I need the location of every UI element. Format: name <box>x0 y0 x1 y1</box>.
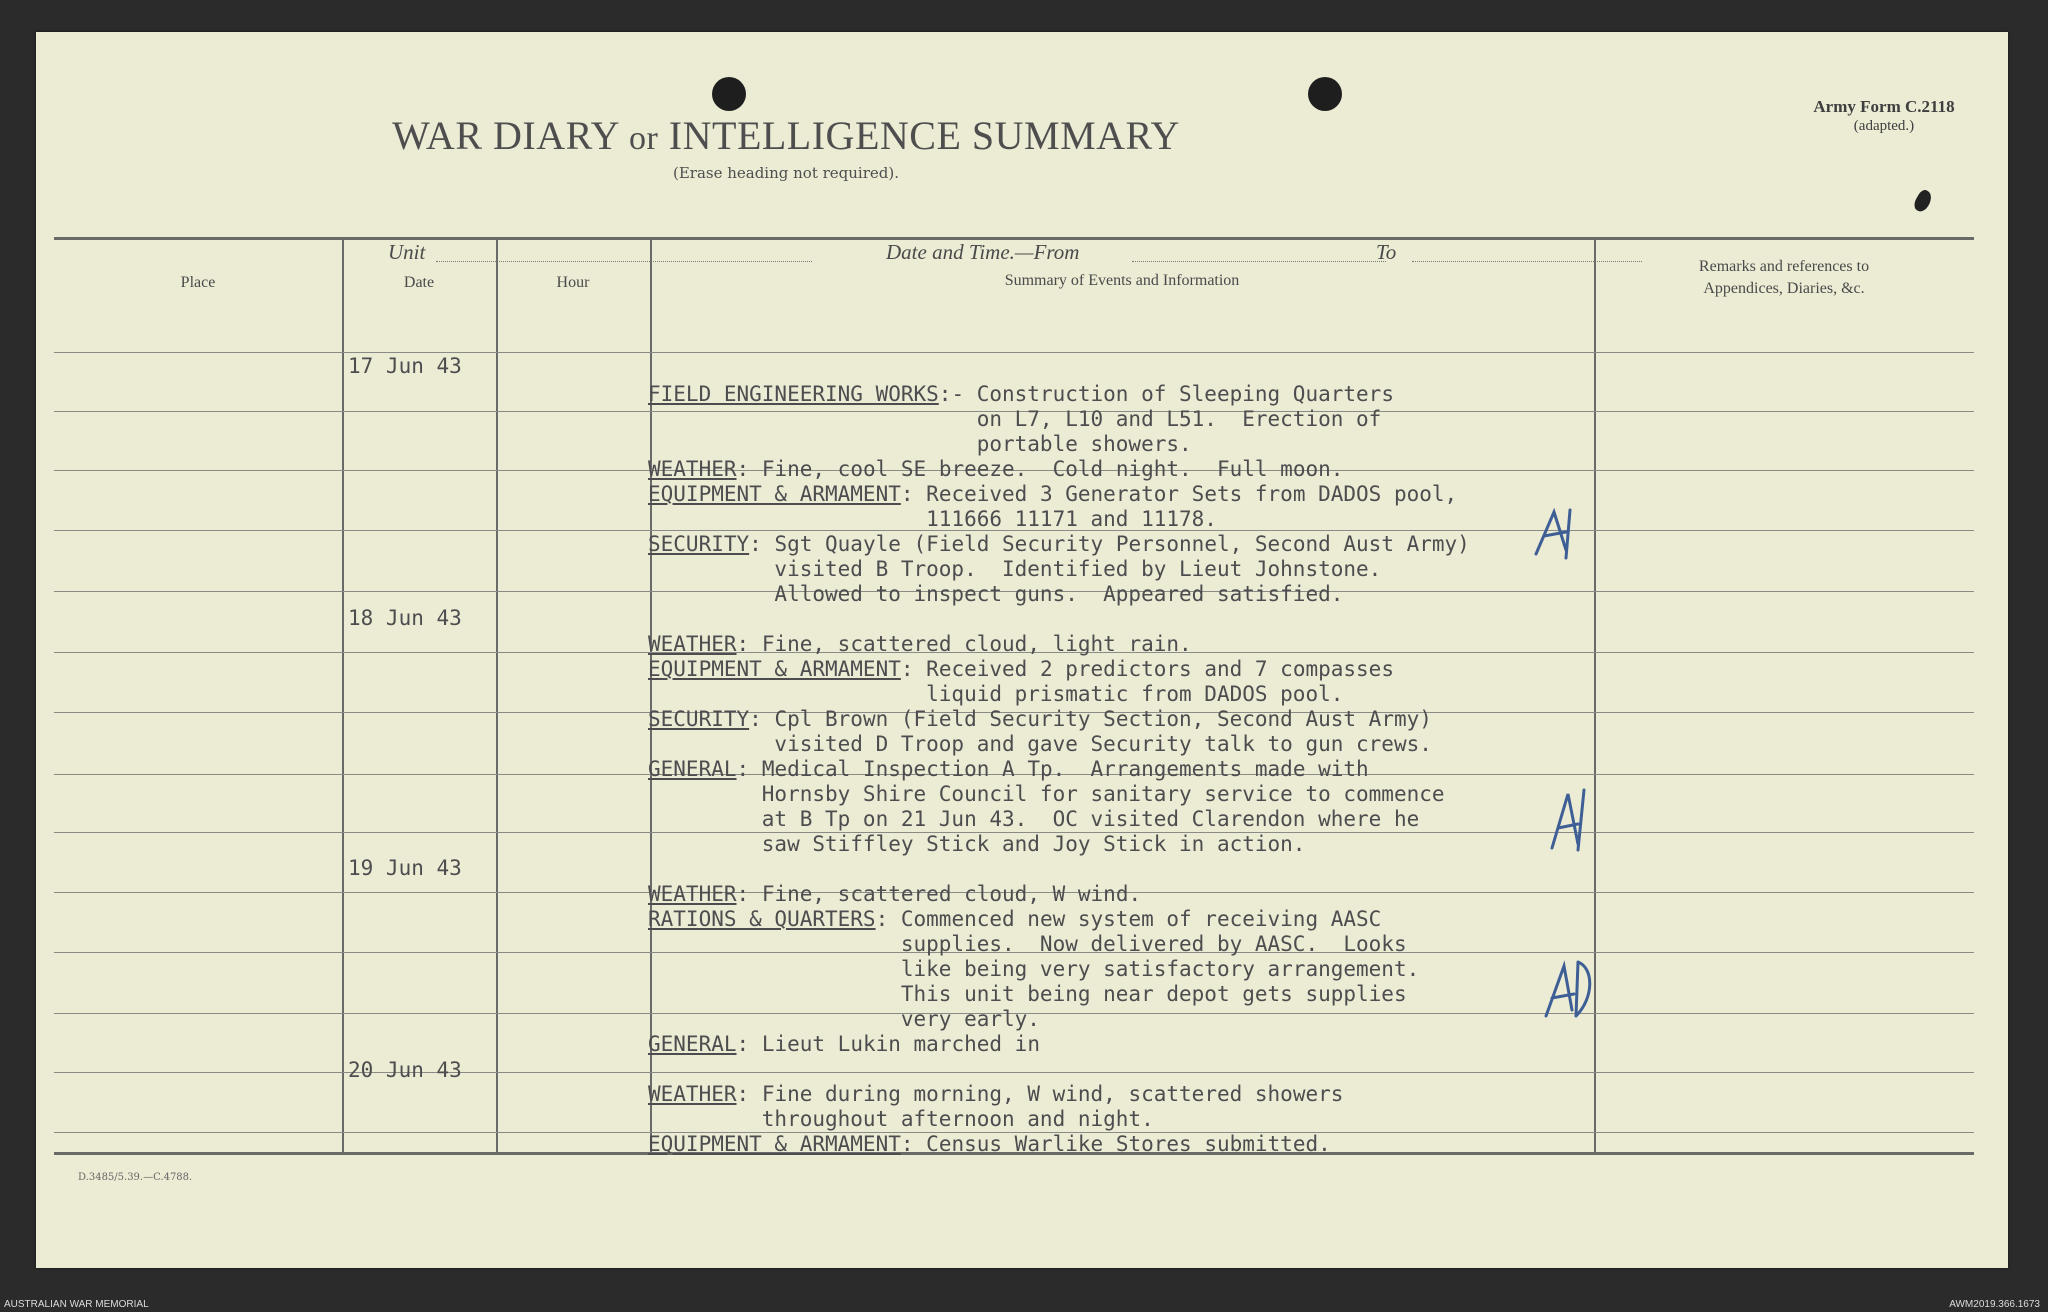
entry-heading: EQUIPMENT & ARMAMENT <box>648 657 901 681</box>
entry-text-line: Medical Inspection A Tp. Arrangements made with <box>761 757 1369 781</box>
summary-entry <box>648 657 1394 707</box>
unit-label: Unit <box>388 240 426 264</box>
entry-text-line: like being very satisfactory arrangement. <box>900 957 1420 981</box>
summary-entry <box>648 632 1192 657</box>
initials-mark-1 <box>1526 502 1586 562</box>
row-rule <box>54 1072 1974 1073</box>
archive-reference: AWM2019.366.1673 <box>1949 1299 2040 1310</box>
entry-heading: FIELD ENGINEERING WORKS <box>648 382 939 406</box>
entry-separator: : <box>736 457 762 481</box>
col-header-remarks-1: Remarks and references to <box>1698 258 1870 275</box>
summary-entry <box>648 457 1343 482</box>
entry-heading: SECURITY <box>648 707 750 731</box>
entry-text-line: portable showers. <box>976 432 1192 456</box>
entry-text-line: Fine during morning, W wind, scattered showers <box>761 1082 1344 1106</box>
entry-text-line: Commenced new system of receiving AASC <box>900 907 1382 931</box>
date-time-from-label: Date and Time.—From <box>886 240 1080 264</box>
archive-credit: AUSTRALIAN WAR MEMORIAL <box>4 1299 149 1310</box>
entry-text-line: Census Warlike Stores submitted. <box>926 1132 1331 1156</box>
army-form-number: Army Form C.2118 <box>1813 97 1955 116</box>
initials-mark-3 <box>1540 954 1596 1024</box>
date-to-label: To <box>1376 240 1397 264</box>
entry-separator: : <box>749 532 775 556</box>
summary-entry <box>648 907 1419 1032</box>
entry-text-line: Received 2 predictors and 7 compasses <box>926 657 1394 681</box>
ink-mark <box>1911 188 1934 214</box>
entry-text-line: supplies. Now delivered by AASC. Looks <box>900 932 1407 956</box>
date-18-jun: 18 Jun 43 <box>348 606 462 630</box>
col-header-remarks-2: Appendices, Diaries, &c. <box>1703 280 1865 297</box>
entry-separator: : <box>736 1032 762 1056</box>
initials-mark-2 <box>1544 784 1594 854</box>
entry-text-line: on L7, L10 and L51. Erection of <box>976 407 1382 431</box>
entry-separator: : <box>736 882 762 906</box>
col-header-place: Place <box>180 274 216 291</box>
entry-heading: EQUIPMENT & ARMAMENT <box>648 482 901 506</box>
title-intelligence-summary: INTELLIGENCE SUMMARY <box>668 113 1180 158</box>
entry-separator: : <box>900 657 927 681</box>
entry-separator: : <box>749 707 775 731</box>
entry-text-line: 111666 11171 and 11178. <box>926 507 1217 531</box>
entry-text-line: very early. <box>900 1007 1040 1031</box>
date-20-jun: 20 Jun 43 <box>348 1058 462 1082</box>
summary-entry <box>648 532 1470 607</box>
entry-heading: WEATHER <box>648 632 737 656</box>
summary-entry <box>648 1082 1343 1132</box>
entry-text-line: liquid prismatic from DADOS pool. <box>926 682 1344 706</box>
col-divider-place <box>342 239 344 1154</box>
entry-separator: : <box>875 907 901 931</box>
summary-entry <box>648 1132 1331 1157</box>
entry-separator: : <box>736 1082 762 1106</box>
entry-heading: SECURITY <box>648 532 750 556</box>
title-or: or <box>628 120 659 157</box>
entry-separator: : <box>900 1132 927 1156</box>
entry-separator: :- <box>938 382 977 406</box>
entry-text-line: throughout afternoon and night. <box>761 1107 1154 1131</box>
entry-text-line: saw Stiffley Stick and Joy Stick in action. <box>761 832 1306 856</box>
entry-separator: : <box>736 632 762 656</box>
print-code: D.3485/5.39.—C.4788. <box>78 1172 193 1183</box>
entry-text-line: Construction of Sleeping Quarters <box>976 382 1394 406</box>
title-war-diary: WAR DIARY <box>392 113 619 158</box>
col-header-date: Date <box>403 274 435 291</box>
entry-text-line: Fine, cool SE breeze. Cold night. Full moon. <box>761 457 1344 481</box>
entry-heading: WEATHER <box>648 1082 737 1106</box>
entry-text-line: Cpl Brown (Field Security Section, Second Aust Army) <box>774 707 1432 731</box>
summary-entry <box>648 757 1445 857</box>
punch-hole-left <box>712 77 746 111</box>
entry-text-line: Lieut Lukin marched in <box>761 1032 1040 1056</box>
entry-separator: : <box>900 482 927 506</box>
entry-text-line: Fine, scattered cloud, W wind. <box>761 882 1142 906</box>
summary-entry <box>648 707 1432 757</box>
date-17-jun: 17 Jun 43 <box>348 354 462 378</box>
form-title <box>36 112 1536 159</box>
army-form-adapted: (adapted.) <box>1853 118 1915 134</box>
form-subtitle: (Erase heading not required). <box>672 164 900 182</box>
entry-text-line: This unit being near depot gets supplies <box>900 982 1407 1006</box>
diary-sheet <box>36 32 2008 1268</box>
entry-heading: WEATHER <box>648 457 737 481</box>
entry-text-line: Fine, scattered cloud, light rain. <box>761 632 1192 656</box>
summary-entry <box>648 382 1394 457</box>
punch-hole-right <box>1308 77 1342 111</box>
entry-text-line: Sgt Quayle (Field Security Personnel, Second Aust Army) <box>774 532 1470 556</box>
col-header-hour: Hour <box>556 274 590 291</box>
summary-entry <box>648 482 1457 532</box>
unit-field <box>436 261 812 262</box>
entry-text-line: Allowed to inspect guns. Appeared satisfied. <box>774 582 1344 606</box>
date-19-jun: 19 Jun 43 <box>348 856 462 880</box>
entry-text-line: at B Tp on 21 Jun 43. OC visited Clarendon where he <box>761 807 1420 831</box>
entry-separator: : <box>736 757 762 781</box>
entry-heading: WEATHER <box>648 882 737 906</box>
entry-heading: RATIONS & QUARTERS <box>648 907 876 931</box>
entry-text-line: Received 3 Generator Sets from DADOS pool, <box>926 482 1458 506</box>
summary-entry <box>648 1032 1040 1057</box>
entry-text-line: Hornsby Shire Council for sanitary service to commence <box>761 782 1445 806</box>
entry-text-line: visited B Troop. Identified by Lieut Johnstone. <box>774 557 1382 581</box>
summary-entry <box>648 882 1141 907</box>
col-divider-date <box>496 239 498 1154</box>
entry-heading: GENERAL <box>648 757 737 781</box>
row-rule <box>54 352 1974 353</box>
entry-heading: GENERAL <box>648 1032 737 1056</box>
entry-heading: EQUIPMENT & ARMAMENT <box>648 1132 901 1156</box>
date-from-field <box>1132 261 1386 262</box>
entry-text-line: visited D Troop and gave Security talk to gun crews. <box>774 732 1432 756</box>
col-header-summary: Summary of Events and Information <box>1004 272 1240 289</box>
